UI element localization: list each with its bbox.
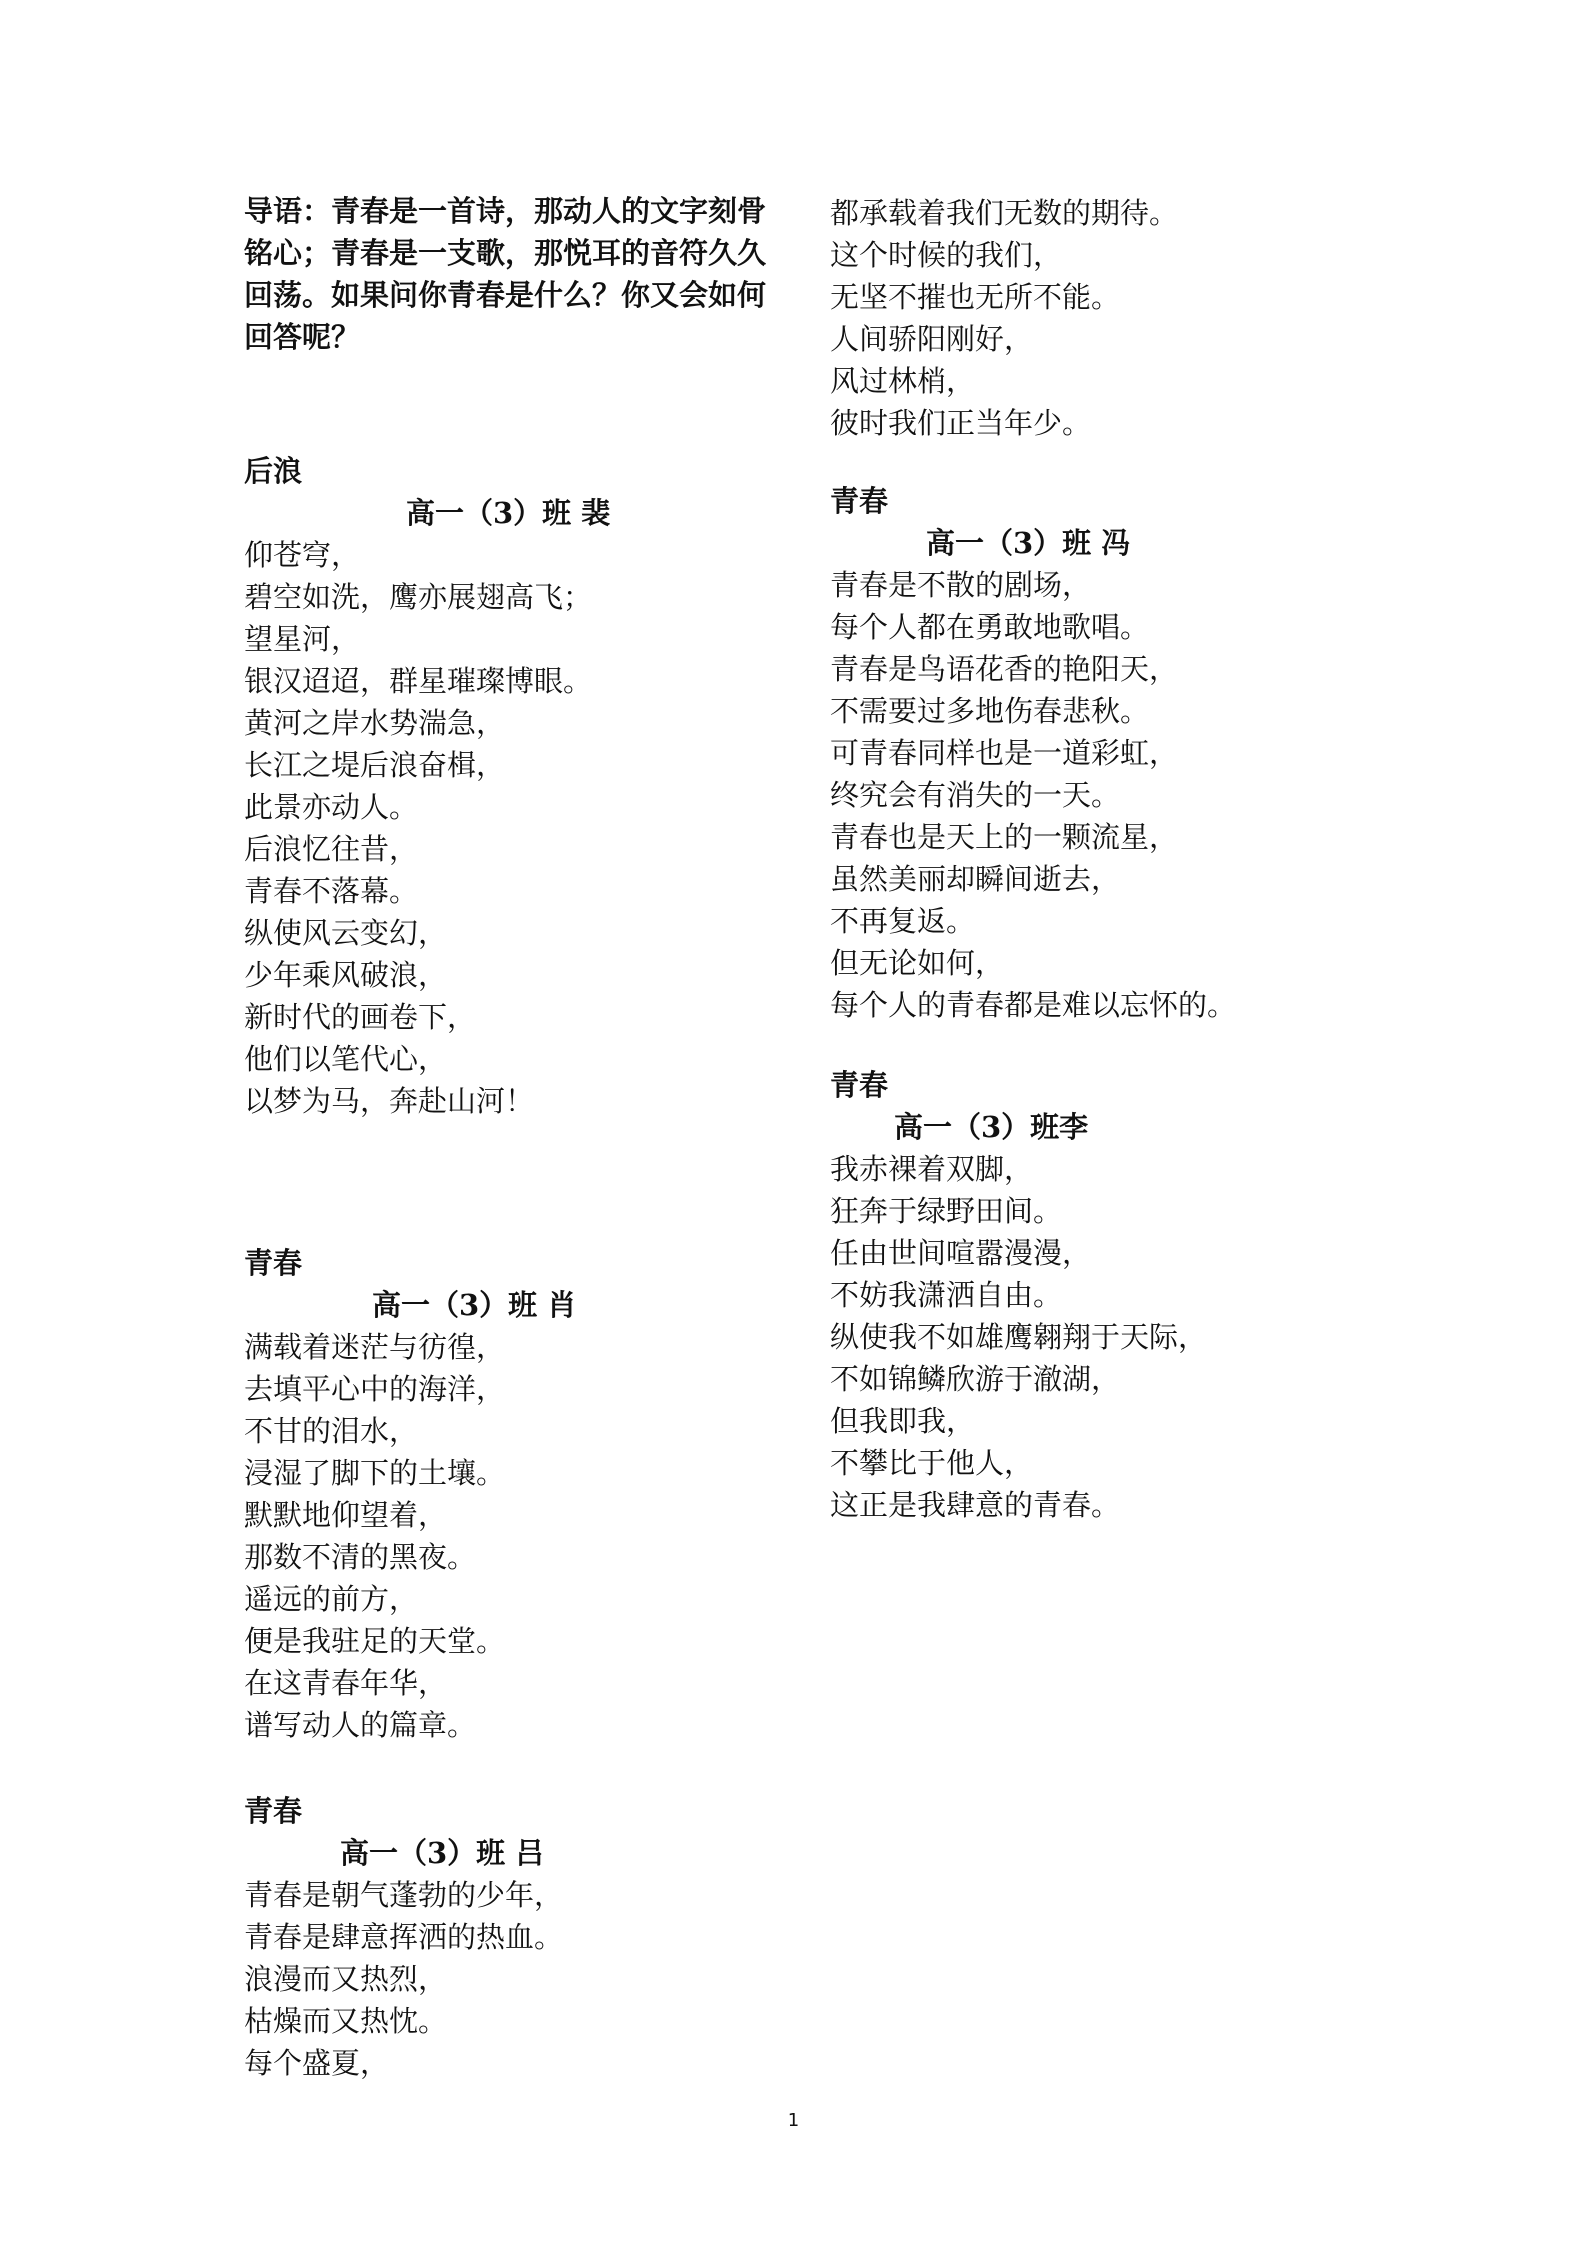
poem-line: 青春也是天上的一颗流星， bbox=[830, 820, 1179, 854]
poem-line: 去填平心中的海洋， bbox=[244, 1372, 506, 1406]
poem-line: 谱写动人的篇章。 bbox=[244, 1708, 477, 1742]
right-column bbox=[830, 192, 1390, 1526]
poem-qingchun-lv bbox=[244, 1790, 804, 2084]
poem-line: 长江之堤后浪奋楫， bbox=[244, 748, 506, 782]
poem-title: 后浪 bbox=[244, 454, 303, 488]
poem-line: 少年乘风破浪， bbox=[244, 958, 448, 992]
poem-line: 不如锦鳞欣游于澈湖， bbox=[830, 1362, 1121, 1396]
poem-line: 那数不清的黑夜。 bbox=[244, 1540, 477, 1574]
poem-author: 高一（3）班李 bbox=[894, 1110, 1089, 1144]
poem-line: 他们以笔代心， bbox=[244, 1042, 448, 1076]
poem-line: 望星河， bbox=[244, 622, 361, 656]
poem-title: 青春 bbox=[830, 1068, 889, 1102]
poem-line: 便是我驻足的天堂。 bbox=[244, 1624, 506, 1658]
poem-line: 不攀比于他人， bbox=[830, 1446, 1034, 1480]
poem-line: 青春不落幕。 bbox=[244, 874, 419, 908]
poem-line: 这正是我肆意的青春。 bbox=[830, 1488, 1121, 1522]
poem-line: 任由世间喧嚣漫漫， bbox=[830, 1236, 1092, 1270]
poem-line: 可青春同样也是一道彩虹， bbox=[830, 736, 1179, 770]
left-column bbox=[244, 190, 804, 2084]
poem-line: 风过林梢， bbox=[830, 364, 976, 398]
poem-line: 满载着迷茫与彷徨， bbox=[244, 1330, 506, 1364]
poem-line: 纵使我不如雄鹰翱翔于天际， bbox=[830, 1320, 1208, 1354]
poem-author: 高一（3）班 冯 bbox=[926, 526, 1131, 560]
poem-author: 高一（3）班 吕 bbox=[340, 1836, 545, 1870]
poem-line: 每个盛夏， bbox=[244, 2046, 390, 2080]
poem-line: 青春是朝气蓬勃的少年， bbox=[244, 1878, 564, 1912]
spacer bbox=[244, 1122, 804, 1242]
spacer bbox=[830, 1026, 1390, 1064]
poem-line: 但我即我， bbox=[830, 1404, 976, 1438]
poem-line: 银汉迢迢，群星璀璨博眼。 bbox=[244, 664, 593, 698]
poem-qingchun-li bbox=[830, 1064, 1390, 1526]
poem-line: 青春是不散的剧场， bbox=[830, 568, 1092, 602]
intro-paragraph: 导语：青春是一首诗，那动人的文字刻骨铭心；青春是一支歌，那悦耳的音符久久回荡。如果问你青春是什么？你又会如何回答呢？ bbox=[244, 194, 767, 354]
poem-line: 遥远的前方， bbox=[244, 1582, 419, 1616]
poem-line: 但无论如何， bbox=[830, 946, 1005, 980]
poem-line: 以梦为马，奔赴山河！ bbox=[244, 1084, 535, 1118]
poem-line: 不甘的泪水， bbox=[244, 1414, 419, 1448]
spacer bbox=[244, 1746, 804, 1790]
poem-line: 终究会有消失的一天。 bbox=[830, 778, 1121, 812]
poem-line: 每个人都在勇敢地歌唱。 bbox=[830, 610, 1150, 644]
poem-line: 青春是肆意挥洒的热血。 bbox=[244, 1920, 564, 1954]
poem-author: 高一（3）班 裴 bbox=[406, 496, 611, 530]
poem-line: 纵使风云变幻， bbox=[244, 916, 448, 950]
poem-line: 枯燥而又热忱。 bbox=[244, 2004, 448, 2038]
poem-title: 青春 bbox=[244, 1246, 303, 1280]
poem-line: 在这青春年华， bbox=[244, 1666, 448, 1700]
poem-title: 青春 bbox=[830, 484, 889, 518]
poem-line: 无坚不摧也无所不能。 bbox=[830, 280, 1121, 314]
spacer bbox=[830, 444, 1390, 480]
poem-qingchun-feng bbox=[830, 480, 1390, 1026]
poem-qingchun-lv-continued bbox=[830, 192, 1390, 444]
poem-line: 黄河之岸水势湍急， bbox=[244, 706, 506, 740]
poem-line: 每个人的青春都是难以忘怀的。 bbox=[830, 988, 1237, 1022]
poem-line: 人间骄阳刚好， bbox=[830, 322, 1034, 356]
poem-line: 都承载着我们无数的期待。 bbox=[830, 196, 1179, 230]
poem-line: 仰苍穹， bbox=[244, 538, 361, 572]
poem-line: 默默地仰望着， bbox=[244, 1498, 448, 1532]
poem-line: 不需要过多地伤春悲秋。 bbox=[830, 694, 1150, 728]
poem-line: 彼时我们正当年少。 bbox=[830, 406, 1092, 440]
page-number: 1 bbox=[787, 2110, 800, 2131]
poem-line: 不妨我潇洒自由。 bbox=[830, 1278, 1063, 1312]
poem-line: 虽然美丽却瞬间逝去， bbox=[830, 862, 1121, 896]
poem-line: 此景亦动人。 bbox=[244, 790, 419, 824]
poem-title: 青春 bbox=[244, 1794, 303, 1828]
poem-author: 高一（3）班 肖 bbox=[372, 1288, 577, 1322]
poem-line: 狂奔于绿野田间。 bbox=[830, 1194, 1063, 1228]
poem-line: 青春是鸟语花香的艳阳天， bbox=[830, 652, 1179, 686]
poem-houlang bbox=[244, 450, 804, 1122]
poem-line: 这个时候的我们， bbox=[830, 238, 1063, 272]
poem-line: 不再复返。 bbox=[830, 904, 976, 938]
poem-line: 我赤裸着双脚， bbox=[830, 1152, 1034, 1186]
poem-qingchun-xiao bbox=[244, 1242, 804, 1746]
poem-line: 浪漫而又热烈， bbox=[244, 1962, 448, 1996]
poem-line: 碧空如洗，鹰亦展翅高飞； bbox=[244, 580, 593, 614]
poem-line: 新时代的画卷下， bbox=[244, 1000, 477, 1034]
poem-line: 后浪忆往昔， bbox=[244, 832, 419, 866]
poem-line: 浸湿了脚下的土壤。 bbox=[244, 1456, 506, 1490]
